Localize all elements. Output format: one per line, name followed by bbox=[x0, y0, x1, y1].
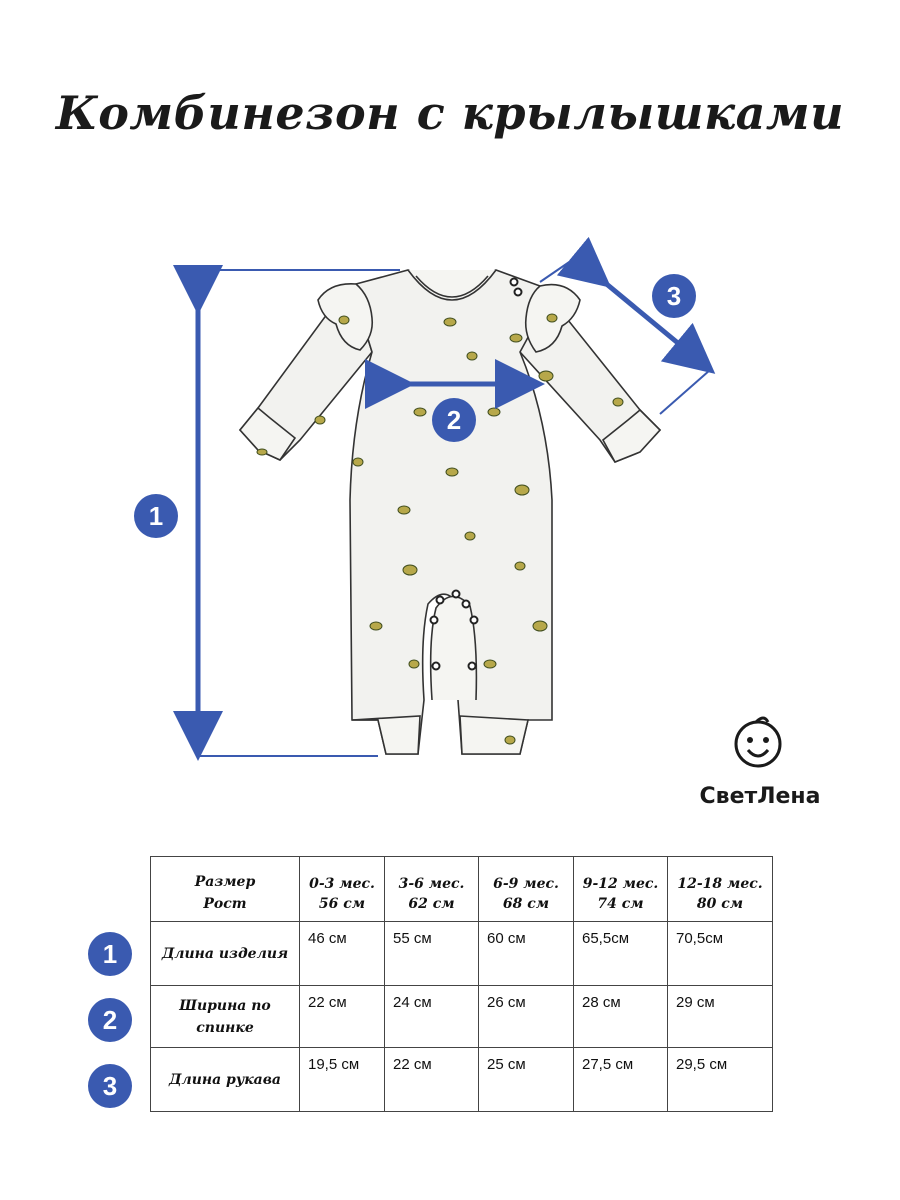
table-row bbox=[151, 922, 773, 986]
table-cell: 55 см bbox=[385, 922, 479, 986]
column-header: 6-9 мес. 68 см bbox=[479, 857, 574, 922]
column-header: 12-18 мес. 80 см bbox=[668, 857, 773, 922]
page-title: Комбинезон с крылышками bbox=[55, 86, 845, 140]
column-header: 3-6 мес. 62 см bbox=[385, 857, 479, 922]
table-cell: 29,5 см bbox=[668, 1048, 773, 1112]
table-cell: 29 см bbox=[668, 986, 773, 1048]
size-table bbox=[150, 856, 773, 1112]
table-cell: 19,5 см bbox=[300, 1048, 385, 1112]
table-cell: 28 см bbox=[574, 986, 668, 1048]
row-marker-1: 1 bbox=[88, 932, 132, 976]
table-cell: 60 см bbox=[479, 922, 574, 986]
table-cell: 65,5см bbox=[574, 922, 668, 986]
header-size-label: Размер bbox=[194, 874, 256, 890]
marker-1-badge: 1 bbox=[134, 494, 178, 538]
column-header: 9-12 мес. 74 см bbox=[574, 857, 668, 922]
table-cell: 25 см bbox=[479, 1048, 574, 1112]
column-header: 0-3 мес. 56 см bbox=[300, 857, 385, 922]
baby-face-logo-icon bbox=[728, 712, 788, 772]
row-label: Длина рукава bbox=[151, 1048, 300, 1112]
header-size-height bbox=[151, 857, 300, 922]
header-height-label: Рост bbox=[203, 896, 247, 912]
row-marker-2: 2 bbox=[88, 998, 132, 1042]
row-label: Длина изделия bbox=[151, 922, 300, 986]
row-marker-3: 3 bbox=[88, 1064, 132, 1108]
table-cell: 24 см bbox=[385, 986, 479, 1048]
table-cell: 27,5 см bbox=[574, 1048, 668, 1112]
table-cell: 22 см bbox=[300, 986, 385, 1048]
brand-name: СветЛена bbox=[699, 784, 821, 809]
table-cell: 70,5см bbox=[668, 922, 773, 986]
table-header-row bbox=[151, 857, 773, 922]
table-cell: 26 см bbox=[479, 986, 574, 1048]
table-cell: 22 см bbox=[385, 1048, 479, 1112]
marker-2-badge: 2 bbox=[432, 398, 476, 442]
table-row bbox=[151, 986, 773, 1048]
marker-3-badge: 3 bbox=[652, 274, 696, 318]
table-cell: 46 см bbox=[300, 922, 385, 986]
table-row bbox=[151, 1048, 773, 1112]
romper-illustration bbox=[240, 270, 660, 754]
row-label: Ширина по спинке bbox=[151, 986, 300, 1048]
